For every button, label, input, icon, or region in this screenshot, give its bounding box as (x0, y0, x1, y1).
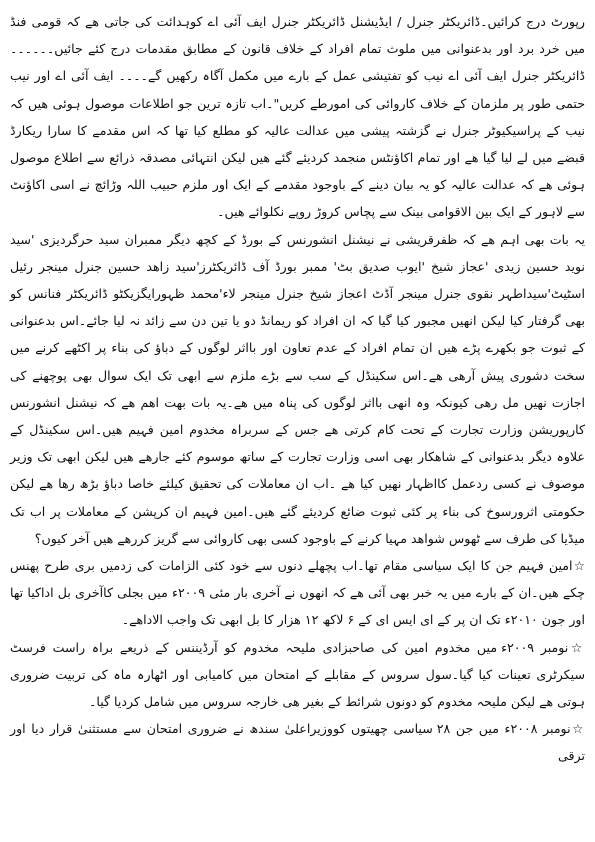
paragraph-electricity-bill: ☆امین فہیم جن کا ایک سیاسی مقام تھا۔اب پچھلے دنوں سے خود کئی الزامات کی زدمیں بری طرح پھنس چکے ھیں۔ان کے بارے میں یہ خبر بھی آئی ھے کہ انھوں نے آخری بار مئی ۲۰۰۹ء میں بجلی کاآخری بل اداکیا تھا اور جون ۲۰۱۰ء تک ان پر کے ای ایس ای کے ۶ لاکھ ۱۲ ھزار کا بل ابھی تک واجب الاداھے۔ (10, 558, 585, 628)
paragraph-fia-report: رپورٹ درج کرائیں۔ڈائریکٹر جنرل / ایڈیشنل ڈائریکٹر جنرل ایف آئی اے کوہدائت کی جاتی ھے کہ قومی فنڈ میں خرد برد اور بدعنوانی میں ملوث تمام افراد کے خلاف قانون کے مطابق مقدمات درج کئے جائیں۔۔۔۔۔۔ڈائریکٹر جنرل ایف آئی اے نیب کو تفتیشی عمل کے بارے میں مکمل آگاہ رکھیں گے۔۔۔۔ ایف آئی اے اور نیب حتمی طور پر ملزمان کے خلاف کاروائی کی امورطے کریں"۔اب تازہ ترین جو اطلاعات موصول ہوئی ھیں کہ نیب کے پراسیکیوٹر جنرل نے گزشتہ پیشی میں عدالت عالیہ کو مطلع کیا تھا کہ اس مقدمے کا سارا ریکارڈ قبضے میں لے لیا گیا ھے اور تمام اکاؤنٹس منجمد کردیئے گئے ھیں لیکن انتہائی مصدقہ ذرائع سے اطلاع موصول ہوئی ھے کہ عدالت عالیہ کو یہ بیان دینے کے باوجود مقدمے کے ایک اور ملزم حبیب اللہ وڑائچ نے اسی اکاؤنٹ سے لاہور کے ایک بین الاقوامی بینک سے پچاس کروڑ روپے نکلوائے ھیں۔ (10, 14, 585, 220)
paragraph-sindh-exemption: ☆نومبر ۲۰۰۸ء میں جن ۲۸ سیاسی چھیتوں کووزیراعلیٰ سندھ نے ضروری امتحان سے مستثنیٰ قرار دیا اور ترقی (10, 721, 585, 764)
paragraph-board-members: یہ بات بھی اہم ھے کہ ظفرقریشی نے نیشنل انشورنس کے بورڈ کے کچھ دیگر ممبران سید حرگردیزی 'سید نوید حسین زیدی 'عجاز شیخ 'ایوب صدیق بٹ' ممبر بورڈ آف ڈائریکٹرز'سید زاھد حسین جنرل مینجر رئیل اسٹیٹ'سیداطہر نقوی جنرل مینجر آڈٹ اعجاز شیخ جنرل مینجر لاء'محمد ظہورایگزیکٹو ڈائریکٹر فنانس کو بھی گرفتار کیا لیکن انھیں مجبور کیا گیا کہ ان افراد کو ریمانڈ دو یا تین دن سے زائد نہ لیا جائے۔اس بدعنوانی کے ثبوت جو بکھرے پڑے ھیں ان تمام افراد کے عدم تعاون اور بااثر لوگوں کے دباؤ کی بناء پر اکٹھے کرنے میں سخت دشوری پیش آرھی ھے۔اس سکینڈل کے سب سے بڑے ملزم سے ابھی تک ایک سوال بھی پوچھنے کی اجازت نھیں مل رھی کیونکہ وہ انھی بااثر لوگوں کی پناہ میں ھے۔یہ بات بھت اھم ھے کہ نیشنل انشورنس کارپوریشن وزارت تجارت کے تحت کام کرتی ھے جس کے سربراہ مخدوم امین فہیم ھیں۔اس سکینڈل کے علاوہ دیگر بدعنوانی کے شاھکار بھی اسی وزارت تجارت کے ساتھ موسوم کئے جارھے ھیں لیکن ابھی تک وزیر موصوف نے کسی ردعمل کااظہار نھیں کیا ھے ۔اب ان معاملات کی تحقیق کیلئے خاصا دباؤ بڑھ رھا ھے لیکن حکومتی اثرورسوخ کی بناء پر کئی ثبوت ضائع کردیئے گئے ھیں۔امین فہیم ان کرپشن کے معاملات پر اب تک میڈیا کی طرف سے ٹھوس شواھد مہیا کرنے کے باوجود کسی بھی کاروائی سے گریز کررھے ھیں آخر کیوں؟ (10, 231, 585, 546)
paragraph-daughter-appointment: ☆نومبر ۲۰۰۹ء میں مخدوم امین کی صاحبزادی ملیحہ مخدوم کو آرڈیننس کے ذریعے براہ راست فرسٹ سیکرٹری تعینات کیا گیا۔سول سروس کے مقابلے کے امتحان میں کامیابی اور اٹھارہ ماہ کی تربیت ضروری ہوتی ھے لیکن ملیحہ مخدوم کو دونوں شرائط کے بغیر ھی خارجہ سروس میں شامل کردیا گیا۔ (10, 639, 585, 710)
